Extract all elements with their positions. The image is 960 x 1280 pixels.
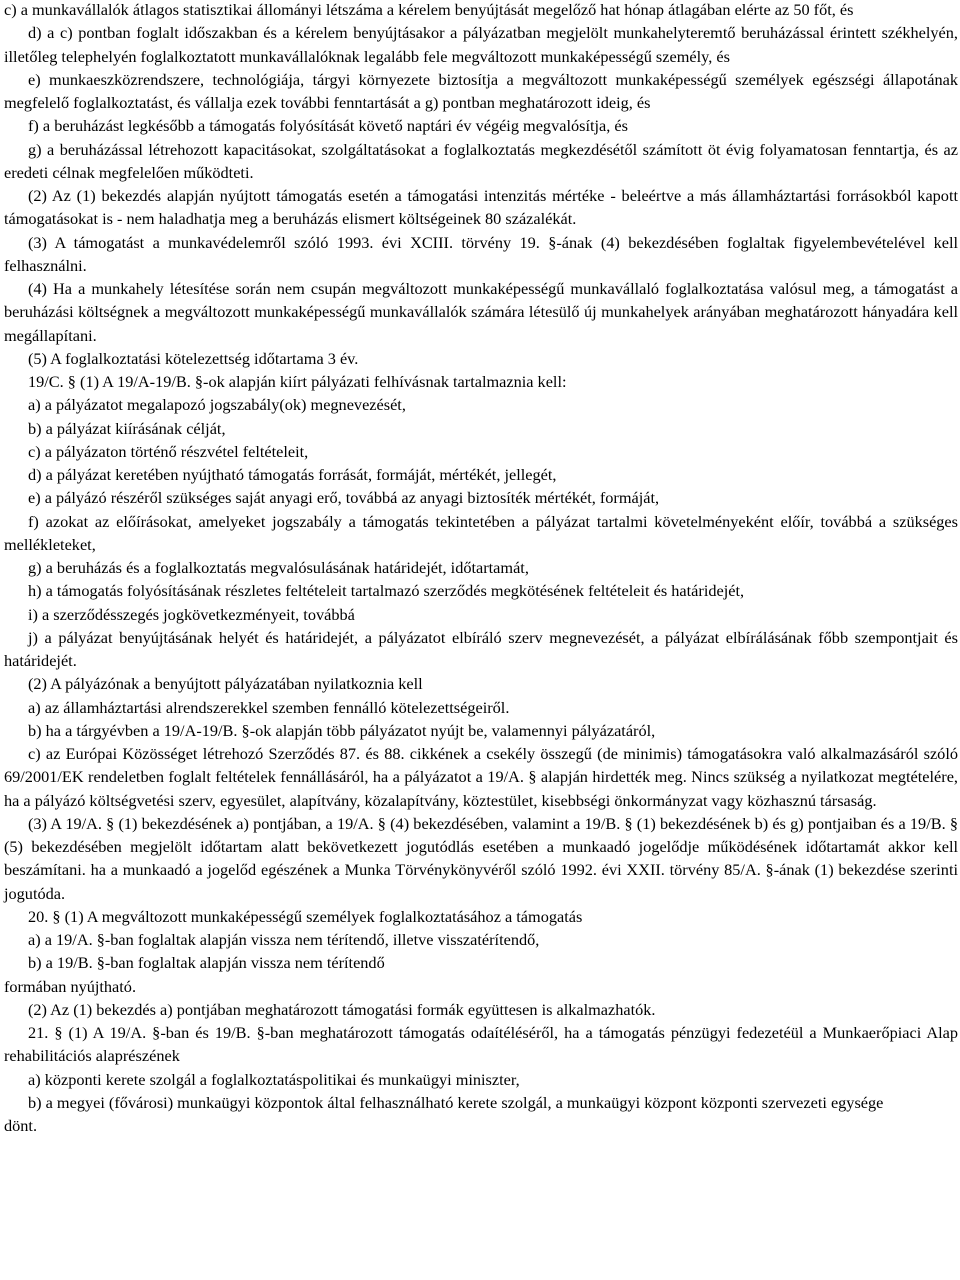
paragraph: (3) A 19/A. § (1) bekezdésének a) pontjában, a 19/A. § (4) bekezdésében, valamint a 19/B. § (1) bekezdésének b) és g) pontjaiban és a 19/B. § (5) bekezdésében megjelölt időtartam alatt bekövetkezett jogutódlás esetében a munkaadó jogelődje működésének időtartamát akkor kell beszámítani. ha a munkaadó a jogelőd egészének a Munka Törvénykönyvéről szóló 1992. évi XXII. törvény 85/A. §-ának (1) bekezdése szerinti jogutóda. <box>4 813 958 903</box>
paragraph: 21. § (1) A 19/A. §-ban és 19/B. §-ban meghatározott támogatás odaítéléséről, ha a támogatás pénzügyi fedezetéül a Munkaerőpiaci Alap rehabilitációs alaprészének <box>4 1023 958 1066</box>
paragraph: (2) Az (1) bekezdés alapján nyújtott támogatás esetén a támogatási intenzitás mértéke - beleértve a más államháztartási forrásokból kapott támogatásokat is - nem haladhatja meg a beruházás elismert költségeinek 80 százalékát. <box>4 186 958 229</box>
paragraph: (2) A pályázónak a benyújtott pályázatában nyilatkoznia kell <box>28 674 423 694</box>
paragraph: a) az államháztartási alrendszerekkel szemben fennálló kötelezettségeiről. <box>28 697 510 717</box>
paragraph: 19/C. § (1) A 19/A-19/B. §-ok alapján kiírt pályázati felhívásnak tartalmaznia kell: <box>28 372 567 391</box>
paragraph: h) a támogatás folyósításának részletes feltételeit tartalmazó szerződés megkötésének feltételeit és határidejét, <box>28 581 745 601</box>
paragraph: d) a c) pontban foglalt időszakban és a kérelem benyújtásakor a pályázatban megjelölt munkahelyteremtő beruházással érintett székhelyén, illetőleg telephelyén foglalkoztatott munkavállalóknak legalább fele megváltozott munkaképességű személy, és <box>4 23 958 66</box>
paragraph: b) a pályázat kiírásának célját, <box>28 418 226 438</box>
paragraph: b) ha a tárgyévben a 19/A-19/B. §-ok alapján több pályázatot nyújt be, valamennyi pályázatáról, <box>28 720 656 740</box>
paragraph: c) a pályázaton történő részvétel feltételeit, <box>28 441 309 461</box>
paragraph: a) a 19/A. §-ban foglaltak alapján vissza nem térítendő, illetve visszatérítendő, <box>28 930 540 949</box>
paragraph: formában nyújtható. <box>4 976 137 996</box>
paragraph: a) központi kerete szolgál a foglalkoztatáspolitikai és munkaügyi miniszter, <box>28 1069 520 1089</box>
paragraph: (4) Ha a munkahely létesítése során nem csupán megváltozott munkaképességű munkavállaló foglalkoztatása valósul meg, a támogatást a beruházási költségnek a megváltozott munkaképességű munkavállalók számára létesülő új munkahelyek arányában meghatározott hányadára kell megállapítani. <box>4 279 958 345</box>
paragraph: f) azokat az előírásokat, amelyeket jogszabály a támogatás tekintetében a pályázat tartalmi követelményeként előír, továbbá a szükséges mellékleteket, <box>4 511 958 554</box>
paragraph: c) a munkavállalók átlagos statisztikai állományi létszáma a kérelem benyújtását megelőző hat hónap átlagában elérte az 50 főt, és <box>4 0 854 19</box>
paragraph: c) az Európai Közösséget létrehozó Szerződés 87. és 88. cikkének a csekély összegű (de minimis) támogatásokra való alkalmazásáról szóló 69/2001/EK rendeletben foglalt feltételek fennállásáról, ha a pályázatot a 19/A. § alapján hirdették meg. Nincs szükség a nyilatkozat megtételére, ha a pályázó költségvetési szerv, egyesület, alapítvány, közalapítvány, köztestület, kisebbségi önkormányzat vagy közhasznú társaság. <box>4 744 958 810</box>
paragraph: b) a megyei (fővárosi) munkaügyi központok által felhasználható kerete szolgál, a munkaügyi központ központi szervezeti egysége <box>28 1092 884 1112</box>
paragraph: (2) Az (1) bekezdés a) pontjában meghatározott támogatási formák együttesen is alkalmazhatók. <box>28 999 656 1019</box>
paragraph: dönt. <box>4 1116 38 1135</box>
paragraph: e) a pályázó részéről szükséges saját anyagi erő, továbbá az anyagi biztosíték mértékét, formáját, <box>28 488 660 508</box>
document-body <box>4 0 958 1137</box>
paragraph: 20. § (1) A megváltozott munkaképességű személyek foglalkoztatásához a támogatás <box>28 906 583 926</box>
paragraph: a) a pályázatot megalapozó jogszabály(ok) megnevezését, <box>28 395 406 415</box>
paragraph: b) a 19/B. §-ban foglaltak alapján vissza nem térítendő <box>28 953 385 973</box>
paragraph: (5) A foglalkoztatási kötelezettség időtartama 3 év. <box>28 348 359 368</box>
paragraph: d) a pályázat keretében nyújtható támogatás forrását, formáját, mértékét, jellegét, <box>28 465 557 484</box>
paragraph: (3) A támogatást a munkavédelemről szóló 1993. évi XCIII. törvény 19. §-ának (4) bekezdésében foglaltak figyelembevételével kell felhasználni. <box>4 232 958 275</box>
paragraph: e) munkaeszközrendszere, technológiája, tárgyi környezete biztosítja a megváltozott munkaképességű személyek egészségi állapotának megfelelő foglalkoztatást, és vállalja ezek további fenntartását a g) pontban meghatározott ideig, és <box>4 69 958 112</box>
paragraph: j) a pályázat benyújtásának helyét és határidejét, a pályázatot elbíráló szerv megnevezését, a pályázat elbírálásának főbb szempontjait és határidejét. <box>4 627 958 670</box>
paragraph: f) a beruházást legkésőbb a támogatás folyósítását követő naptári év végéig megvalósítja, és <box>28 116 628 136</box>
paragraph: g) a beruházás és a foglalkoztatás megvalósulásának határidejét, időtartamát, <box>28 558 529 577</box>
paragraph: i) a szerződésszegés jogkövetkezményeit, továbbá <box>28 604 355 624</box>
paragraph: g) a beruházással létrehozott kapacitásokat, szolgáltatásokat a foglalkoztatás megkezdésétől számított öt évig folyamatosan fenntartja, és az eredeti célnak megfelelően működteti. <box>4 139 958 182</box>
